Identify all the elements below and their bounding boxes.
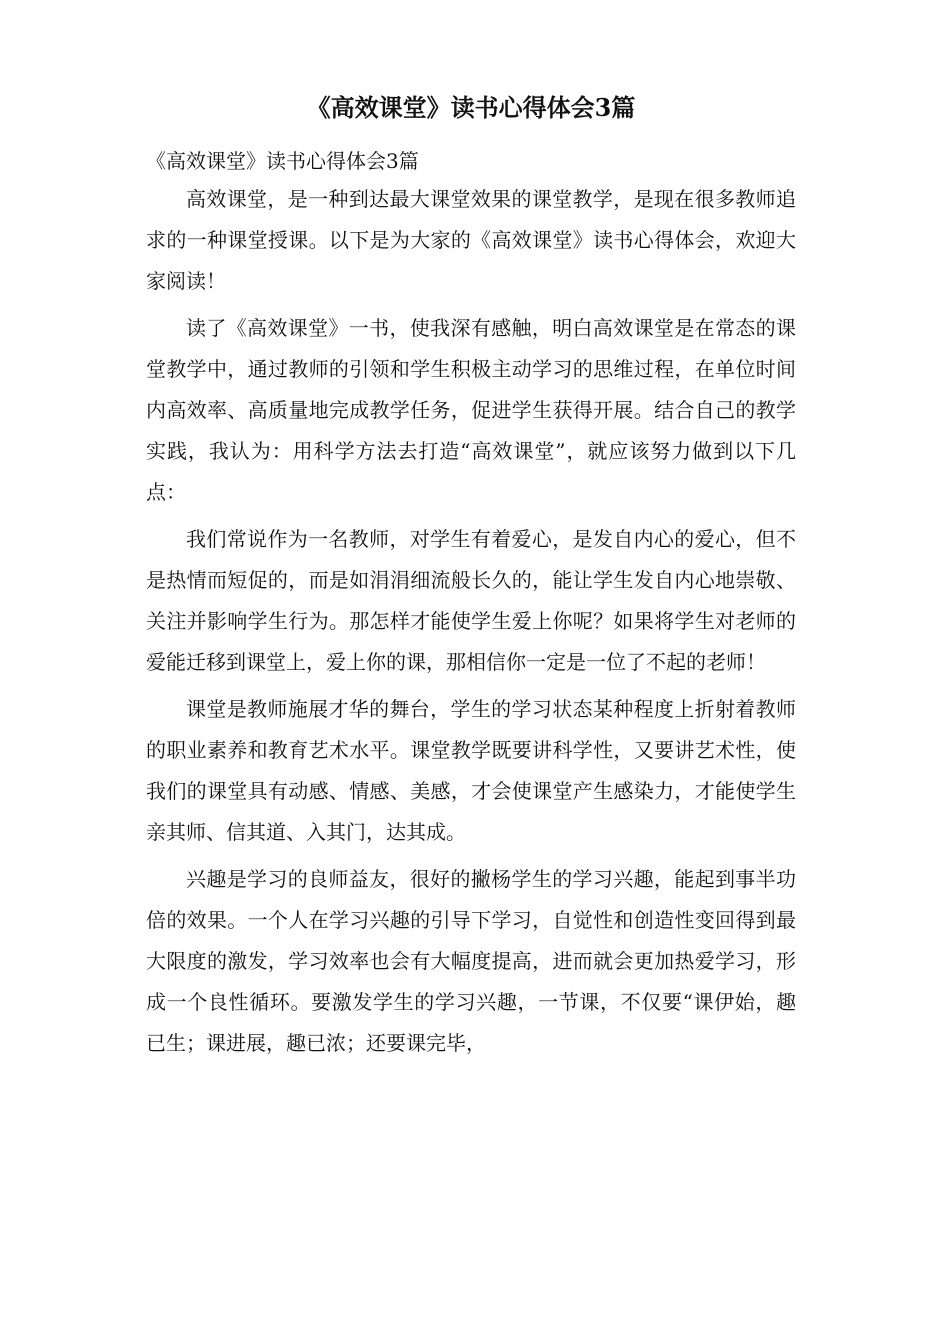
paragraph-intro: 高效课堂，是一种到达最大课堂效果的课堂教学，是现在很多教师追求的一种课堂授课。以下是为大家的《高效课堂》读书心得体会，欢迎大家阅读！ (146, 187, 796, 293)
paragraph-classroom: 课堂是教师施展才华的舞台，学生的学习状态某种程度上折射着教师的职业素养和教育艺术水平。课堂教学既要讲科学性，又要讲艺术性，使我们的课堂具有动感、情感、美感，才会使课堂产生感染力，才能使学生亲其师、信其道、入其门，达其成。 (146, 697, 796, 844)
document-subtitle: 《高效课堂》读书心得体会3篇 (146, 149, 419, 173)
document-title: 《高效课堂》读书心得体会3篇 (306, 93, 636, 122)
paragraph-love: 我们常说作为一名教师，对学生有着爱心，是发自内心的爱心，但不是热情而短促的，而是如涓涓细流般长久的，能让学生发自内心地崇敬、关注并影响学生行为。那怎样才能使学生爱上你呢？如果将学生对老师的爱能迁移到课堂上，爱上你的课，那相信你一定是一位了不起的老师！ (146, 527, 796, 674)
document-body (146, 88, 796, 1070)
paragraph-reading: 读了《高效课堂》一书，使我深有感触，明白高效课堂是在常态的课堂教学中，通过教师的引领和学生积极主动学习的思维过程，在单位时间内高效率、高质量地完成教学任务，促进学生获得开展。结合自己的教学实践，我认为：用科学方法去打造“高效课堂”，就应该努力做到以下几点： (146, 316, 796, 504)
paragraph-interest: 兴趣是学习的良师益友，很好的撇杨学生的学习兴趣，能起到事半功倍的效果。一个人在学习兴趣的引导下学习，自觉性和创造性变回得到最大限度的激发，学习效率也会有大幅度提高，进而就会更加热爱学习，形成一个良性循环。要激发学生的学习兴趣，一节课，不仅要“课伊始，趣已生；课进展，趣已浓；还要课完毕， (146, 867, 796, 1055)
